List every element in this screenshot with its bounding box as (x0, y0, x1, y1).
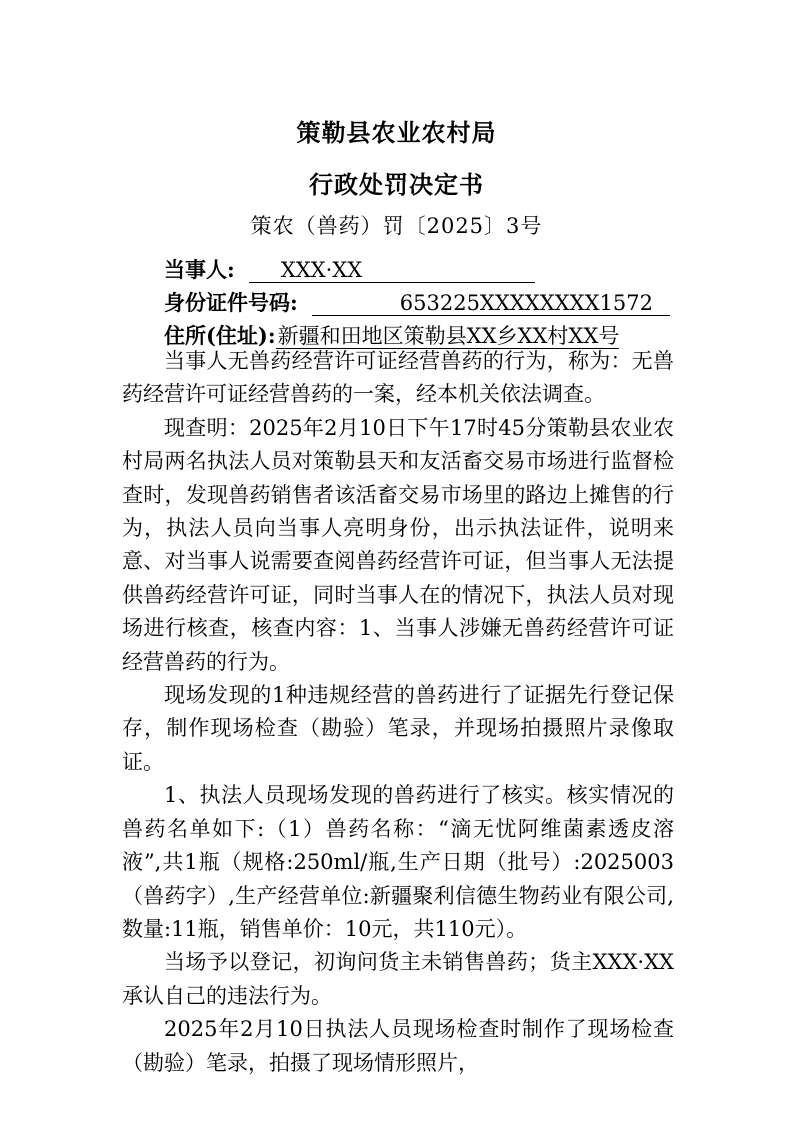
paragraph: 现场发现的1种违规经营的兽药进行了证据先行登记保存，制作现场检查（勘验）笔录，并现场拍摄照片录像取证。 (122, 683, 674, 774)
paragraph: 1、执法人员现场发现的兽药进行了核实。核实情况的兽药名单如下:（1）兽药名称：“滴无忧阿维菌素透皮溶液”,共1瓶（规格:250ml/瓶,生产日期（批号）:2025003（兽药字）,生产经营单位:新疆聚利信德生物药业有限公司,数量:11瓶，销售单价：10元，共110元）。 (122, 783, 674, 941)
doc-number: 策农（兽药）罚〔2025〕3号 (250, 214, 543, 238)
party-address-value: 新疆和田地区策勒县XX乡XX村XX号 (277, 324, 620, 348)
party-address-label: 住所(住址): (164, 323, 276, 348)
paragraph: 当事人无兽药经营许可证经营兽药的行为，称为：无兽药经营许可证经营兽药的一案，经本机关依法调查。 (122, 349, 674, 407)
party-id-field (164, 287, 670, 317)
paragraph: 现查明：2025年2月10日下午17时45分策勒县农业农村局两名执法人员对策勒县天和友活畜交易市场进行监督检查时，发现兽药销售者该活畜交易市场里的路边上摊售的行为，执法人员向当事人亮明身份，出示执法证件，说明来意、对当事人说需要查阅兽药经营许可证，但当事人无法提供兽药经营许可证，同时当事人在的情况下，执法人员对现场进行核查，核查内容：1、当事人涉嫌无兽药经营许可证经营兽药的行为。 (122, 415, 674, 674)
doc-title: 行政处罚决定书 (309, 170, 484, 199)
paragraph: 当场予以登记，初询问货主未销售兽药；货主XXX·XX承认自己的违法行为。 (122, 950, 674, 1008)
party-name-value: XXX·XX (249, 258, 535, 283)
document-body (122, 345, 674, 1080)
party-name-label: 当事人: (164, 257, 235, 282)
party-id-value: 653225XXXXXXXX1572 (312, 291, 670, 316)
org-title: 策勒县农业农村局 (296, 118, 497, 147)
party-name-field (164, 254, 535, 284)
party-id-label: 身份证件号码: (164, 290, 298, 315)
paragraph: 2025年2月10日执法人员现场检查时制作了现场检查（勘验）笔录，拍摄了现场情形照片， (122, 1017, 674, 1075)
